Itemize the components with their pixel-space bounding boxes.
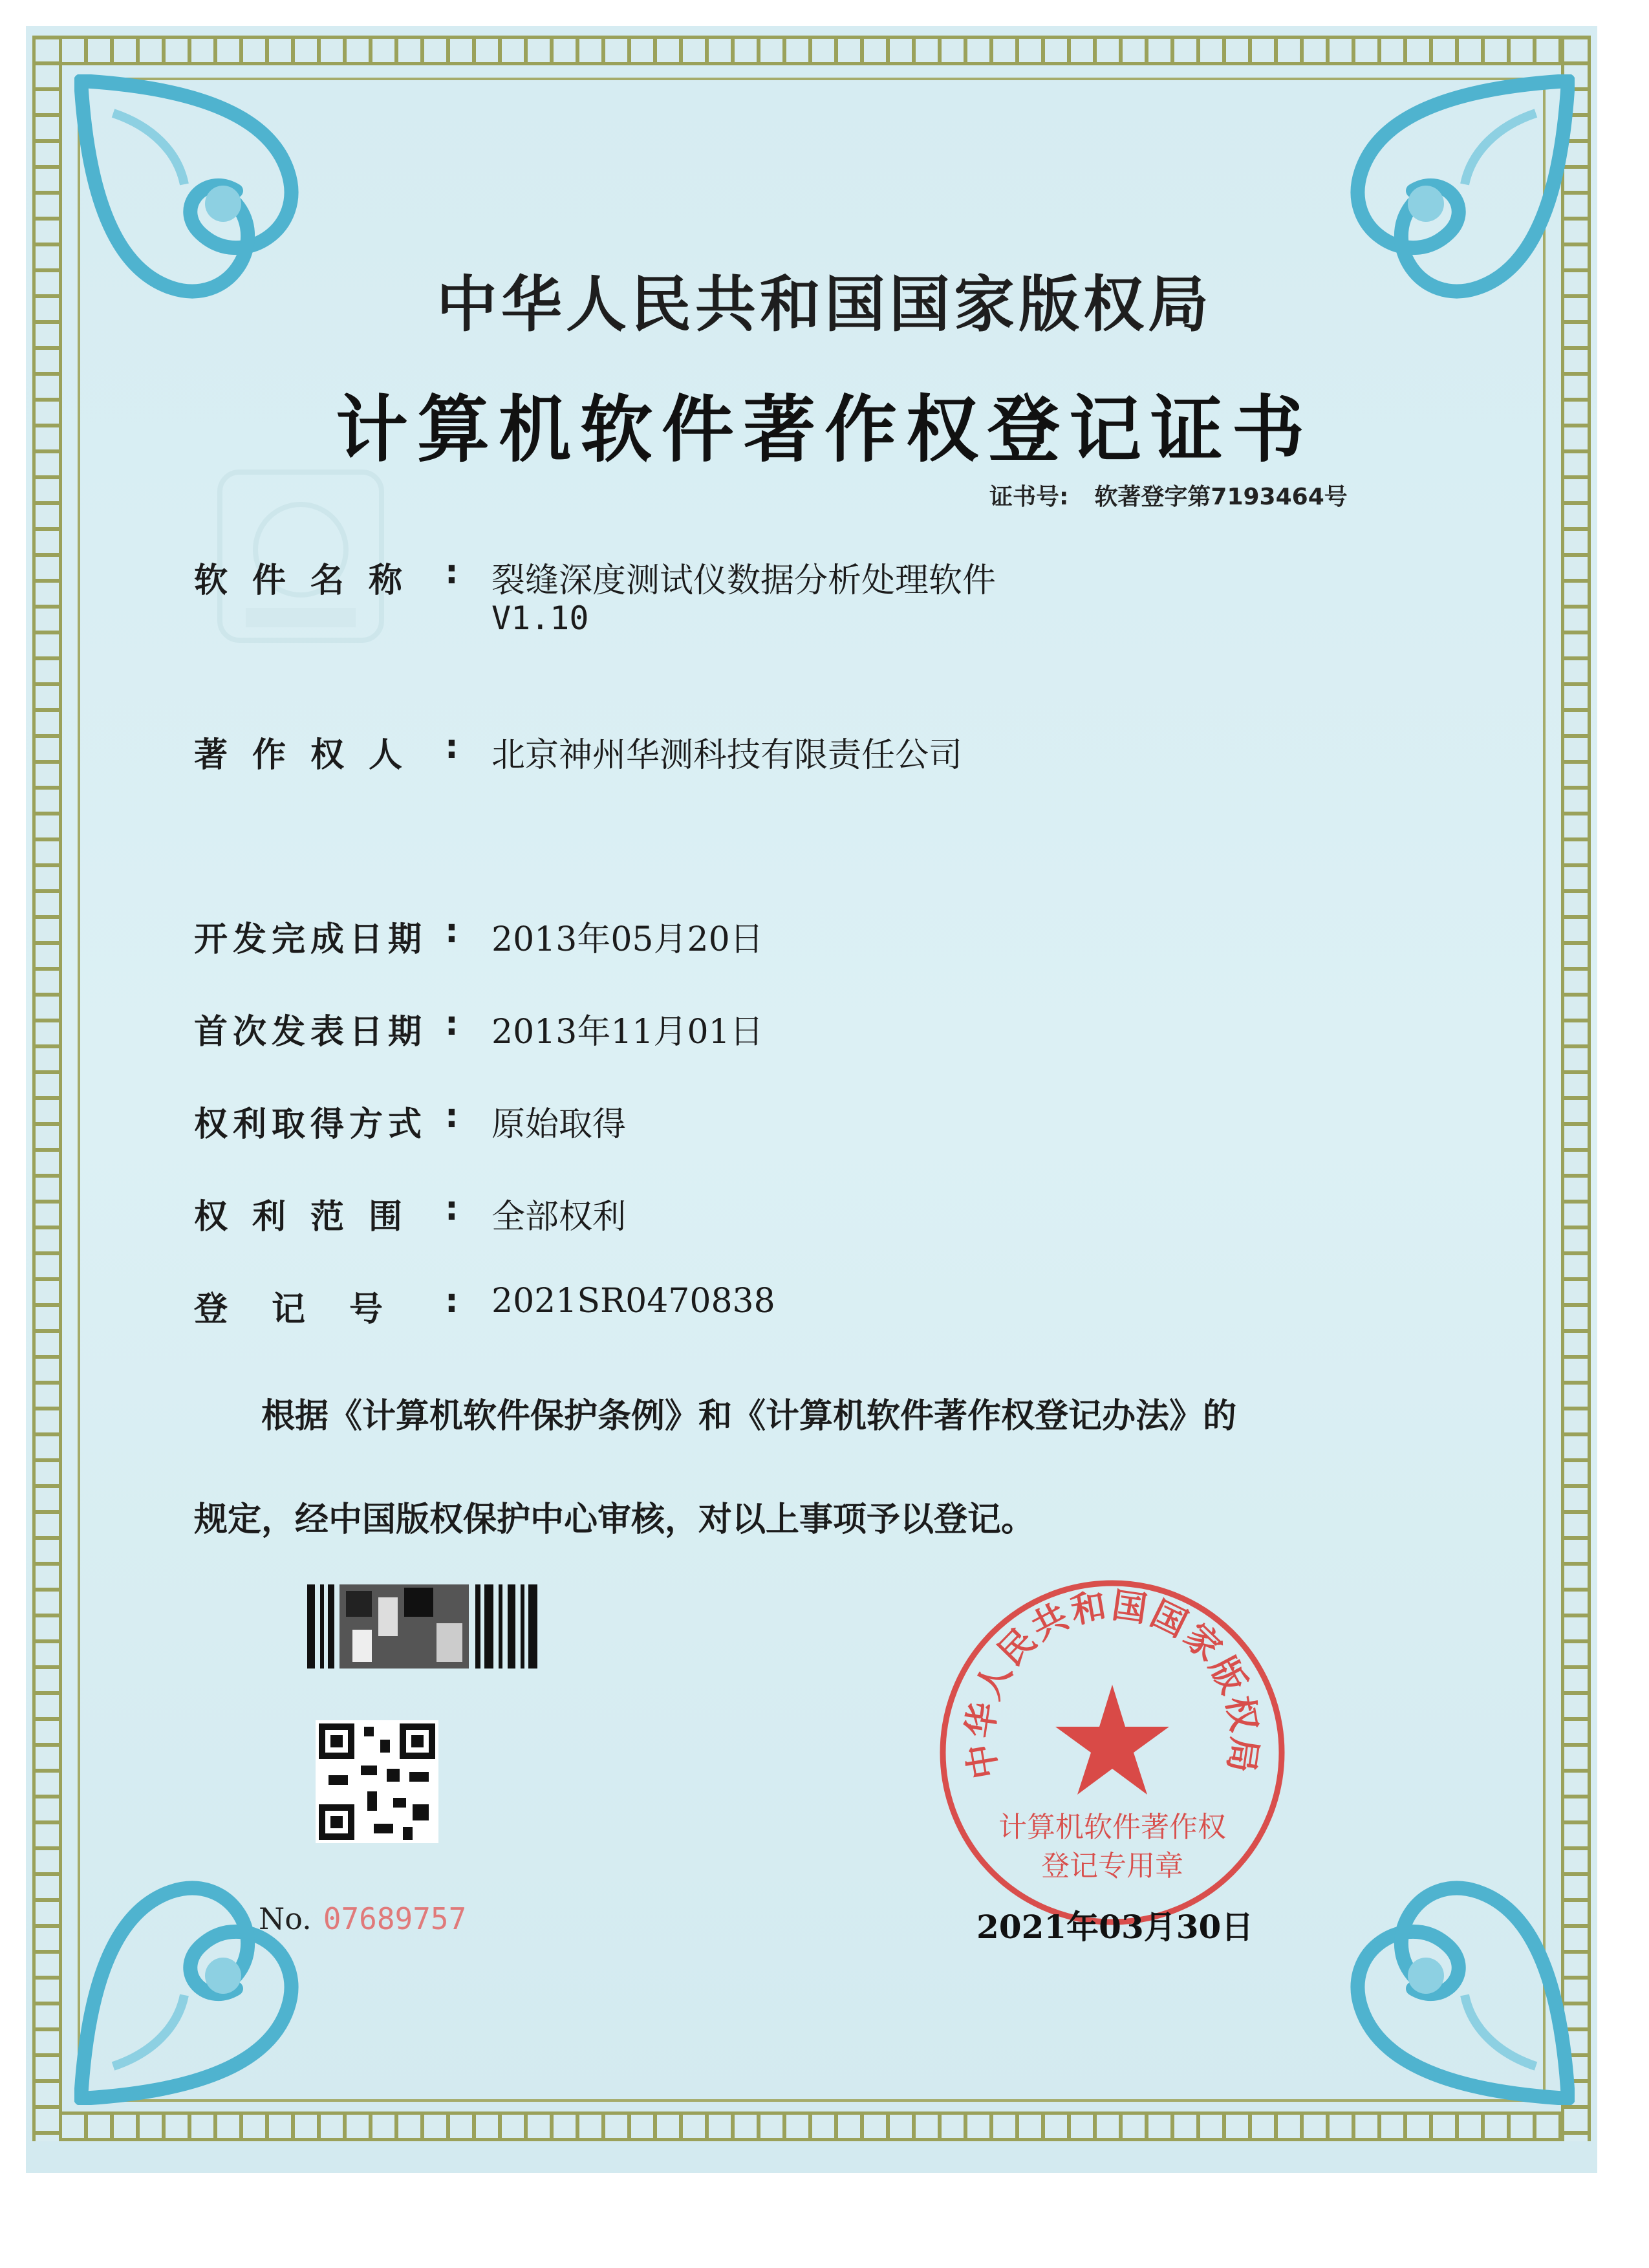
copyright-owner-value: 北京神州华测科技有限责任公司 — [491, 736, 963, 775]
seal-line-2: 登记专用章 — [1041, 1850, 1183, 1883]
official-seal — [931, 1571, 1293, 1934]
field-label: 首 次 发 表 日 期 — [194, 1013, 422, 1052]
corner-ornament-bottom-right — [1303, 1833, 1575, 2105]
issue-date: 2021年03月30日 — [976, 1908, 1254, 1946]
certificate-title: 计算机软件著作权登记证书 — [336, 387, 1313, 472]
statement-line-2: 规定，经中国版权保护中心审核，对以上事项予以登记。 — [194, 1500, 1035, 1539]
certificate-number — [989, 479, 1348, 512]
software-name-value: 裂缝深度测试仪数据分析处理软件 — [491, 561, 997, 600]
first-publication-date-value: 2013年11月01日 — [491, 1013, 764, 1052]
meander-border-top — [32, 36, 1591, 65]
field-colon: : — [445, 1189, 458, 1228]
field-label: 权 利 取 得 方 式 — [194, 1105, 422, 1144]
field-colon: : — [445, 1004, 458, 1043]
rights-scope-value: 全部权利 — [491, 1198, 627, 1237]
field-label: 登 记 号 — [194, 1290, 383, 1329]
serial-number — [259, 1901, 466, 1936]
software-version-value: V1.10 — [491, 599, 589, 637]
serial-value: 07689757 — [323, 1901, 467, 1936]
qr-code — [316, 1720, 438, 1843]
issuing-authority-title: 中华人民共和国国家版权局 — [436, 270, 1212, 340]
field-colon: : — [445, 912, 458, 951]
completion-date-value: 2013年05月20日 — [491, 920, 764, 959]
corner-ornament-bottom-left — [74, 1833, 346, 2105]
certificate-number-label: 证书号: — [989, 484, 1069, 510]
field-colon: : — [445, 553, 458, 592]
meander-border-bottom — [32, 2111, 1591, 2141]
registration-number-value: 2021SR0470838 — [491, 1282, 775, 1321]
seal-ring-text: 中华人民共和国国家版权局 — [959, 1584, 1266, 1782]
serial-prefix: No. — [259, 1901, 312, 1936]
field-label: 软 件 名 称 — [194, 561, 403, 600]
field-colon: : — [445, 1282, 458, 1321]
barcode — [307, 1584, 540, 1669]
field-colon: : — [445, 1097, 458, 1136]
acquisition-method-value: 原始取得 — [491, 1105, 627, 1144]
meander-border-left — [32, 36, 62, 2141]
seal-line-1: 计算机软件著作权 — [998, 1811, 1226, 1844]
statement-line-1: 根据《计算机软件保护条例》和《计算机软件著作权登记办法》的 — [261, 1397, 1237, 1436]
certificate-number-value: 软著登字第7193464号 — [1094, 484, 1348, 510]
field-colon: : — [445, 728, 458, 766]
field-label: 著 作 权 人 — [194, 736, 403, 775]
meander-border-right — [1561, 36, 1591, 2141]
field-label: 开 发 完 成 日 期 — [194, 920, 422, 959]
field-label: 权 利 范 围 — [194, 1198, 403, 1237]
